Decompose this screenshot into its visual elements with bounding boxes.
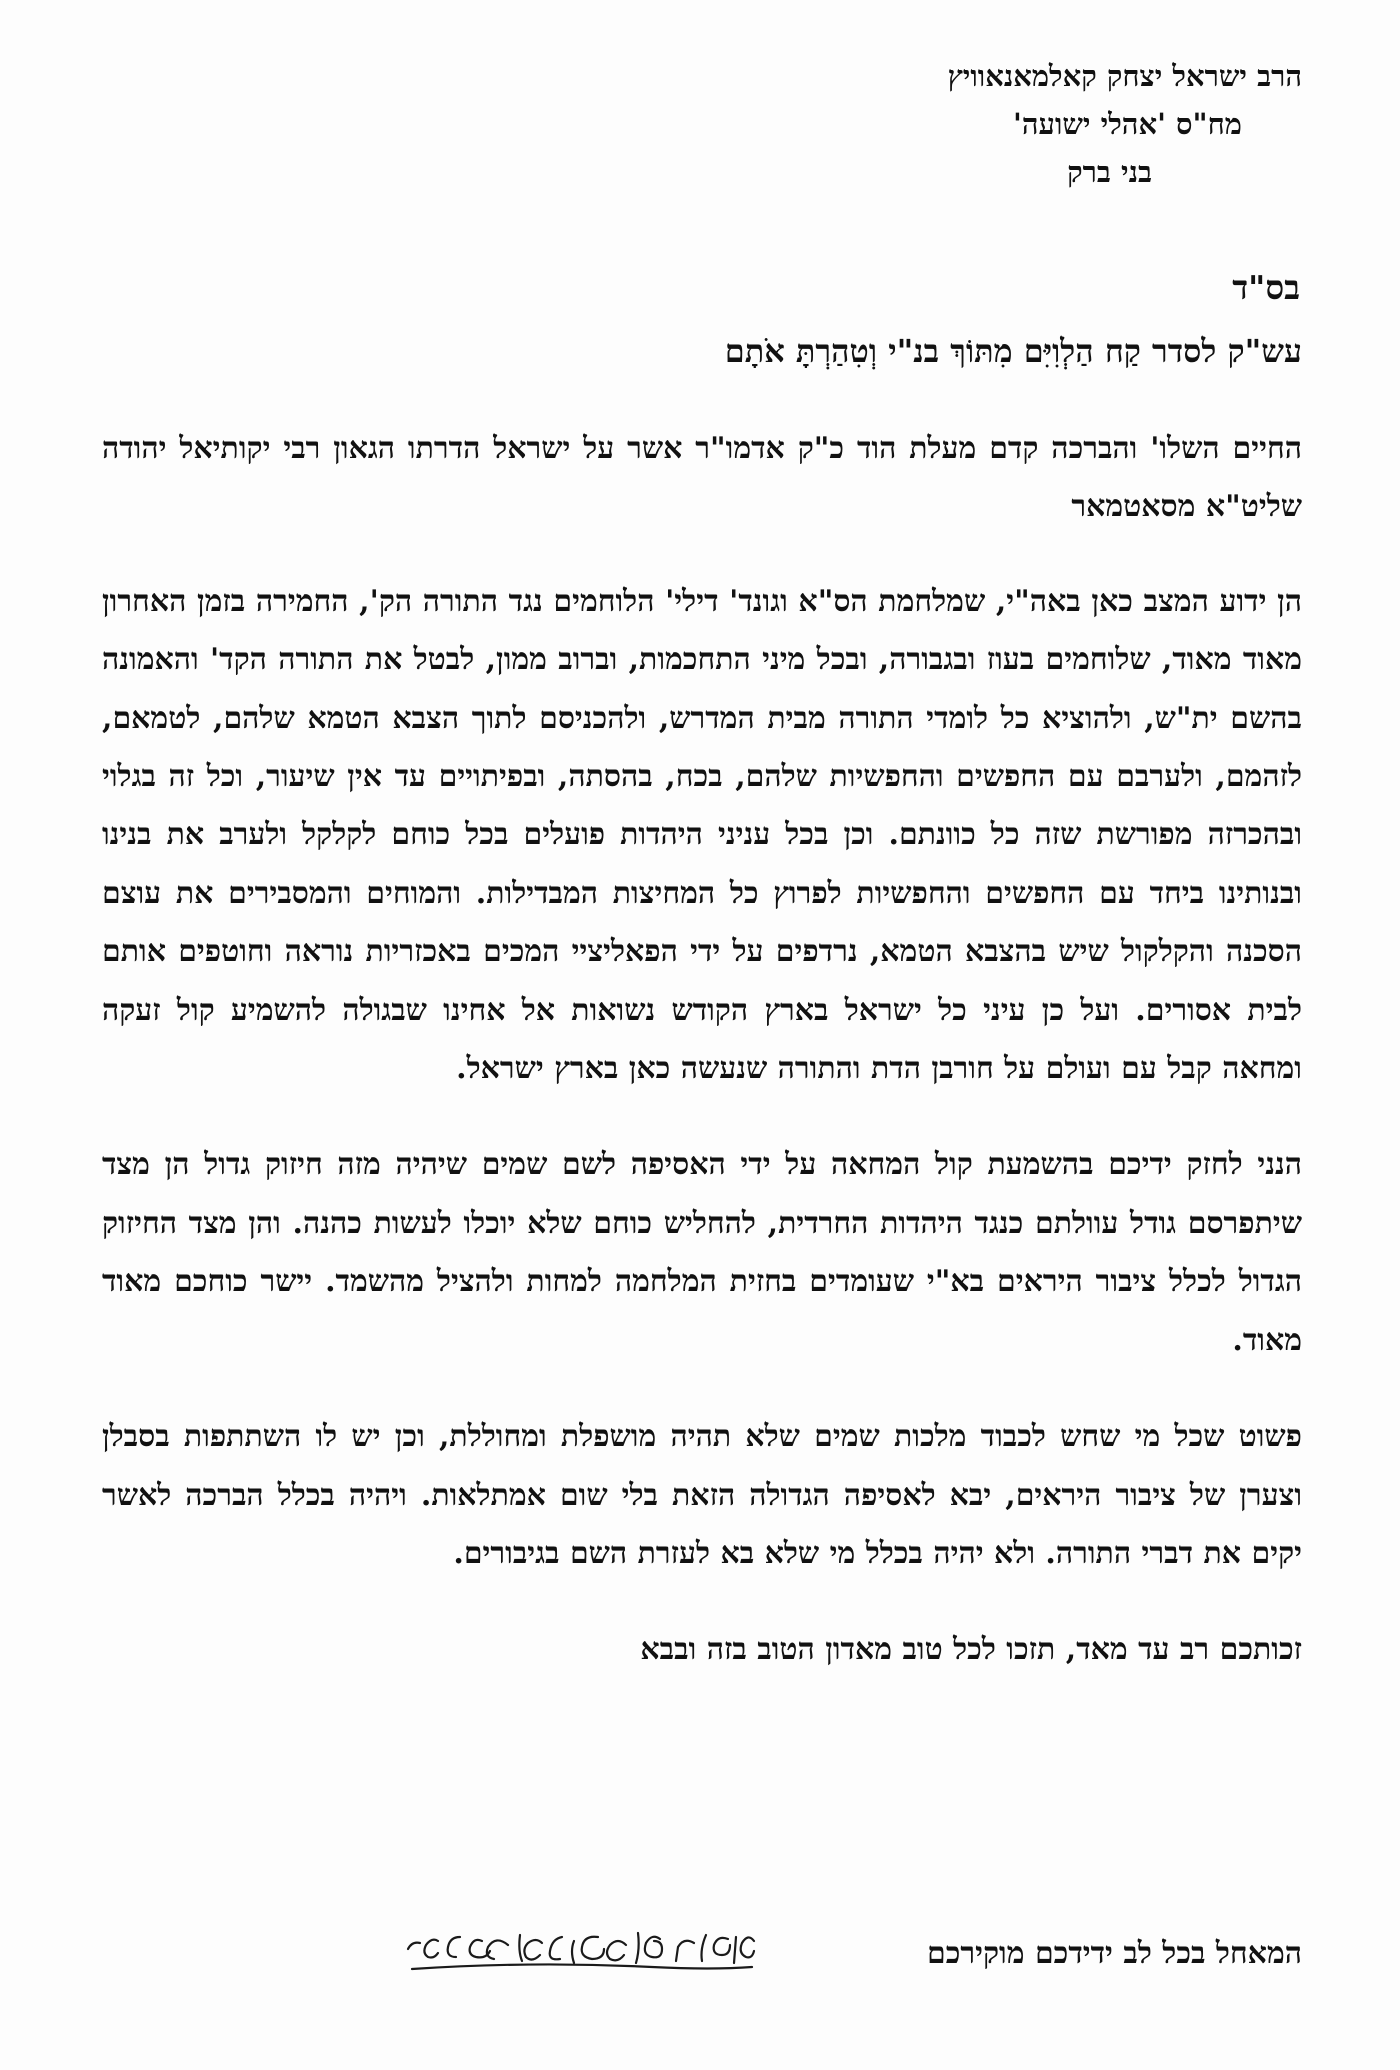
handwritten-signature: [402, 1923, 762, 1979]
date-line: עש"ק לסדר קַח הַלְוִיִּם מִתּוֹךְ בנ"י וְטִהַרְתָּ אֹתָם: [724, 332, 1302, 370]
letterhead-name: הרב ישראל יצחק קאלמאנאוויץ: [947, 59, 1302, 93]
letterhead-city: בני ברק: [1067, 155, 1152, 189]
letterhead-book: מח"ס 'אהלי ישועה': [1012, 107, 1242, 141]
letterhead: [782, 52, 1302, 196]
body-paragraph: הנני לחזק ידיכם בהשמעת קול המחאה על ידי האסיפה לשם שמים שיהיה מזה חיזוק גדול הן מצד שיתפרסם גודל עוולתם כנגד היהדות החרדית, להחליש כוחם שלא יוכלו לעשות כהנה. והן מצד החיזוק הגדול לכלל ציבור היראים בא"י שעומדים בחזית המלחמה למחות ולהציל מהשמד. יישר כוחכם מאוד מאוד.: [102, 1147, 1302, 1358]
body-paragraph: פשוט שכל מי שחש לכבוד מלכות שמים שלא תהיה מושפלת ומחוללת, וכן יש לו השתתפות בסבלן וצערן של ציבור היראים, יבא לאסיפה הגדולה הזאת בלי שום אמתלאות. ויהיה בכלל הברכה לאשר יקים את דברי התורה. ולא יהיה בכלל מי שלא בא לעזרת השם בגיבורים.: [102, 1419, 1302, 1571]
letter-body: [102, 420, 1302, 1680]
besiyata-dishmaya: בס"ד: [1232, 268, 1300, 307]
body-paragraph: הן ידוע המצב כאן באה"י, שמלחמת הס"א וגונד' דילי' הלוחמים נגד התורה הק', החמירה בזמן האחרון מאוד מאוד, שלוחמים בעוז ובגבורה, ובכל מיני התחכמות, וברוב ממון, לבטל את התורה הקד' והאמונה בהשם ית"ש, ולהוציא כל לומדי התורה מבית המדרש, ולהכניסם לתוך הצבא הטמא שלהם, לטמאם, לזהמם, ולערבם עם החפשים והחפשיות שלהם, בכח, בהסתה, ובפיתויים עד אין שיעור, וכל זה בגלוי ובהכרזה מפורשת שזה כל כוונתם. וכן בכל עניני היהדות פועלים בכל כוחם לקלקל ולערב את בנינו ובנותינו ביחד עם החפשים והחפשיות לפרוץ כל המחיצות המבדילות. והמוחים והמסבירים את עוצם הסכנה והקלקול שיש בהצבא הטמא, נרדפים על ידי הפאליציי המכים באכזריות נוראה וחוטפים אותם לבית אסורים. ועל כן עיני כל ישראל בארץ הקודש נשואות אל אחינו שבגולה להשמיע קול זעקה ומחאה קבל עם ועולם על חורבן הדת והתורה שנעשה כאן בארץ ישראל.: [102, 583, 1302, 1087]
signature-line: [102, 1925, 1302, 1989]
greeting-paragraph: החיים השלו' והברכה קדם מעלת הוד כ"ק אדמו"ר אשר על ישראל הדרתו הגאון רבי יקותיאל יהודה שליט"א מסאטמאר: [102, 431, 1302, 525]
closing-paragraph: זכותכם רב עד מאד, תזכו לכל טוב מאדון הטוב בזה ובבא: [640, 1632, 1302, 1668]
signoff-text: המאחל בכל לב ידידכם מוקירכם: [927, 1936, 1302, 1971]
